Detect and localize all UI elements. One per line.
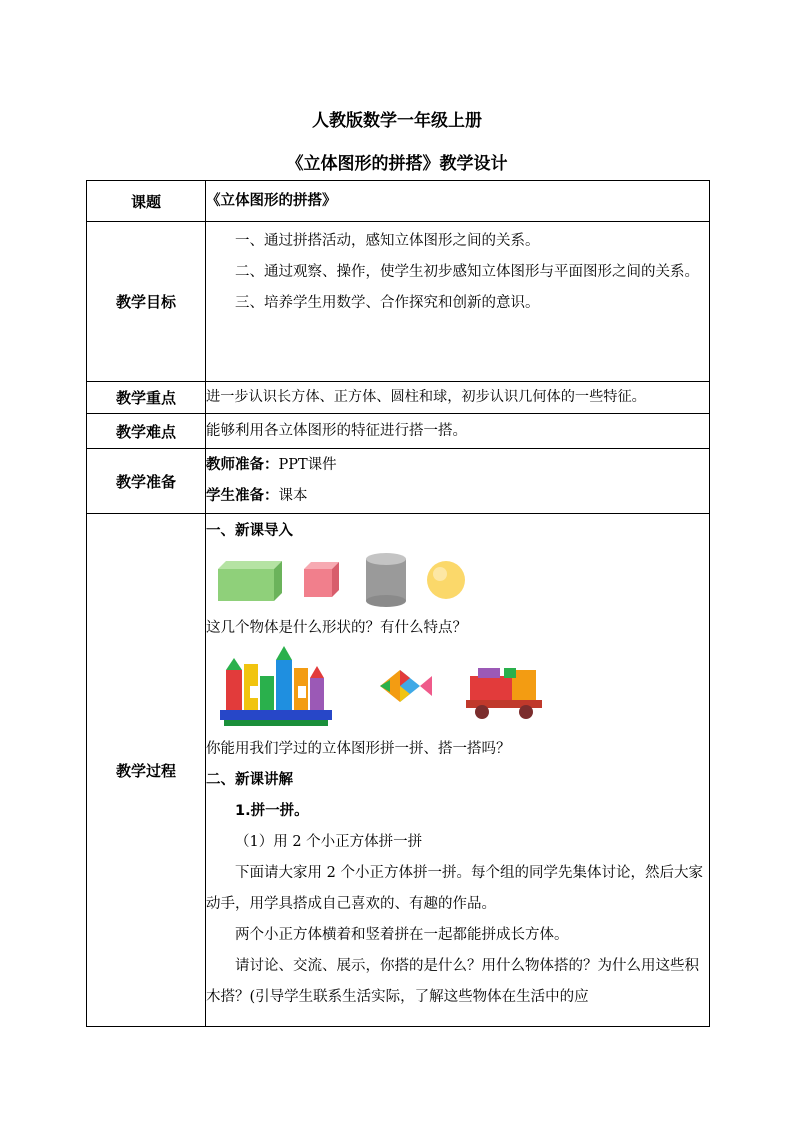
subsection-heading: 1.拼一拼。 <box>235 803 309 819</box>
cuboid-icon <box>218 561 282 601</box>
process-label: 教学过程 <box>87 514 206 1027</box>
process-paragraph: 下面请大家用 2 个小正方体拼一拼。每个组的同学先集体讨论，然后大家动手，用学具搭成自己喜欢的、有趣的作品。 <box>206 865 703 912</box>
difficulty-label: 教学难点 <box>87 414 206 449</box>
block-models-illustration <box>214 646 554 736</box>
process-paragraph: 两个小正方体横着和竖着拼在一起都能拼成长方体。 <box>235 927 569 943</box>
prep-student: 学生准备：课本 <box>206 488 308 504</box>
block-truck-icon <box>466 668 542 719</box>
focus-value: 进一步认识长方体、正方体、圆柱和球，初步认识几何体的一些特征。 <box>206 382 710 414</box>
sphere-icon <box>427 561 465 599</box>
lesson-plan-table <box>86 180 710 1027</box>
process-paragraph: 请讨论、交流、展示，你搭的是什么？用什么物体搭的？为什么用这些积木搭？(引导学生联系生活实际，了解这些物体在生活中的应 <box>206 958 699 1005</box>
goal-item: 三、培养学生用数学、合作探究和创新的意识。 <box>235 295 540 311</box>
document-subtitle: 《立体图形的拼搭》教学设计 <box>286 154 508 174</box>
section-heading: 一、新课导入 <box>206 523 293 539</box>
goal-item: 二、通过观察、操作，使学生初步感知立体图形与平面图形之间的关系。 <box>235 264 699 280</box>
solid-shapes-illustration <box>212 547 472 613</box>
row-focus <box>87 382 710 414</box>
subsection-item: （1）用 2 个小正方体拼一拼 <box>235 834 423 850</box>
prep-value <box>206 449 710 514</box>
document-title: 人教版数学一年级上册 <box>312 111 482 131</box>
goals-label: 教学目标 <box>87 222 206 382</box>
prep-label: 教学准备 <box>87 449 206 514</box>
prep-teacher: 教师准备：PPT课件 <box>206 457 337 473</box>
block-castle-icon <box>220 646 332 726</box>
cube-icon <box>304 562 339 597</box>
question-build: 你能用我们学过的立体图形拼一拼、搭一搭吗？ <box>206 741 511 757</box>
toy-images <box>206 644 705 734</box>
row-preparation <box>87 449 710 514</box>
difficulty-value: 能够利用各立体图形的特征进行搭一搭。 <box>206 414 710 449</box>
row-goals <box>87 222 710 382</box>
shape-images <box>206 547 705 613</box>
cylinder-icon <box>366 553 406 607</box>
question-shapes: 这几个物体是什么形状的？有什么特点？ <box>206 620 467 636</box>
section-heading: 二、新课讲解 <box>206 772 293 788</box>
process-value <box>206 514 710 1027</box>
row-difficulty <box>87 414 710 449</box>
goals-value <box>206 222 710 382</box>
topic-label: 课题 <box>87 181 206 222</box>
block-fish-icon <box>380 670 432 702</box>
focus-label: 教学重点 <box>87 382 206 414</box>
row-topic <box>87 181 710 222</box>
goal-item: 一、通过拼搭活动，感知立体图形之间的关系。 <box>235 233 540 249</box>
topic-value: 《立体图形的拼搭》 <box>206 181 710 222</box>
row-process <box>87 514 710 1027</box>
